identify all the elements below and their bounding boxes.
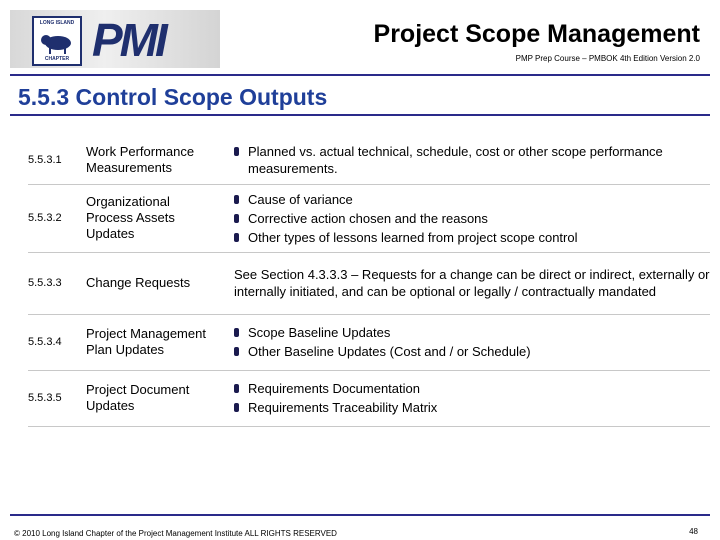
detail-item — [234, 343, 710, 360]
row-details — [216, 252, 710, 314]
row-name: Change Requests — [86, 275, 191, 290]
footer-divider — [10, 514, 710, 516]
detail-text: Planned vs. actual technical, schedule, cost or other scope performance measurements. — [248, 143, 663, 176]
outputs-table-body — [28, 136, 710, 426]
detail-text: Requirements Traceability Matrix — [248, 400, 438, 415]
row-number: 5.5.3.1 — [28, 153, 62, 166]
heading-divider — [10, 114, 710, 116]
bullet-icon — [234, 214, 239, 223]
detail-text: Requirements Documentation — [248, 381, 420, 396]
course-subtitle: PMP Prep Course – PMBOK 4th Edition Version 2.0 — [515, 54, 700, 63]
section-heading: 5.5.3 Control Scope Outputs — [18, 84, 328, 110]
bullet-icon — [234, 328, 239, 337]
detail-text: Other Baseline Updates (Cost and / or Schedule) — [248, 344, 531, 359]
slide-title: Project Scope Management — [373, 20, 700, 48]
bullet-icon — [234, 403, 239, 412]
detail-text: Corrective action chosen and the reasons — [248, 210, 488, 226]
detail-item — [234, 191, 710, 208]
row-number: 5.5.3.3 — [28, 277, 62, 289]
row-name: Organizational Process Assets Updates — [86, 194, 175, 241]
row-details — [216, 184, 710, 252]
header-divider — [10, 74, 710, 76]
row-name: Project Management Plan Updates — [86, 326, 206, 357]
detail-item — [234, 399, 710, 416]
detail-text: Scope Baseline Updates — [248, 325, 391, 340]
table-row — [28, 252, 710, 314]
row-details — [216, 314, 710, 370]
detail-text: Cause of variance — [248, 191, 353, 207]
row-name: Project Document Updates — [86, 382, 190, 413]
outputs-table — [28, 136, 710, 427]
bullet-icon — [234, 347, 239, 356]
row-number: 5.5.3.4 — [28, 336, 62, 348]
badge-top-text: LONG ISLAND — [39, 20, 75, 26]
table-row — [28, 370, 710, 426]
detail-item — [234, 210, 710, 227]
detail-text: Other types of lessons learned from project scope control — [248, 229, 578, 245]
page-number: 48 — [689, 527, 698, 536]
row-number: 5.5.3.2 — [28, 212, 62, 224]
detail-item — [234, 229, 710, 246]
detail-item — [234, 266, 710, 300]
pmi-logo — [10, 10, 220, 68]
bullet-icon — [234, 195, 239, 204]
table-row — [28, 184, 710, 252]
copyright-text: © 2010 Long Island Chapter of the Project Management Institute ALL RIGHTS RESERVED — [14, 529, 337, 538]
badge-bottom-text: CHAPTER — [44, 56, 70, 62]
row-details — [216, 370, 710, 426]
row-number: 5.5.3.5 — [28, 392, 62, 404]
pmi-wordmark: PMI — [92, 14, 165, 66]
bullet-icon — [234, 233, 239, 242]
row-name: Work Performance Measurements — [86, 143, 195, 175]
row-details — [216, 136, 710, 184]
bullet-icon — [234, 147, 239, 156]
detail-item — [234, 324, 710, 341]
detail-item — [234, 143, 710, 177]
bullet-icon — [234, 384, 239, 393]
table-row — [28, 314, 710, 370]
chapter-badge — [32, 16, 82, 66]
table-row — [28, 136, 710, 184]
detail-text: See Section 4.3.3.3 – Requests for a change can be direct or indirect, externally or internally initiated, and can be optional or legally / contractually mandated — [234, 267, 710, 299]
detail-item — [234, 380, 710, 397]
